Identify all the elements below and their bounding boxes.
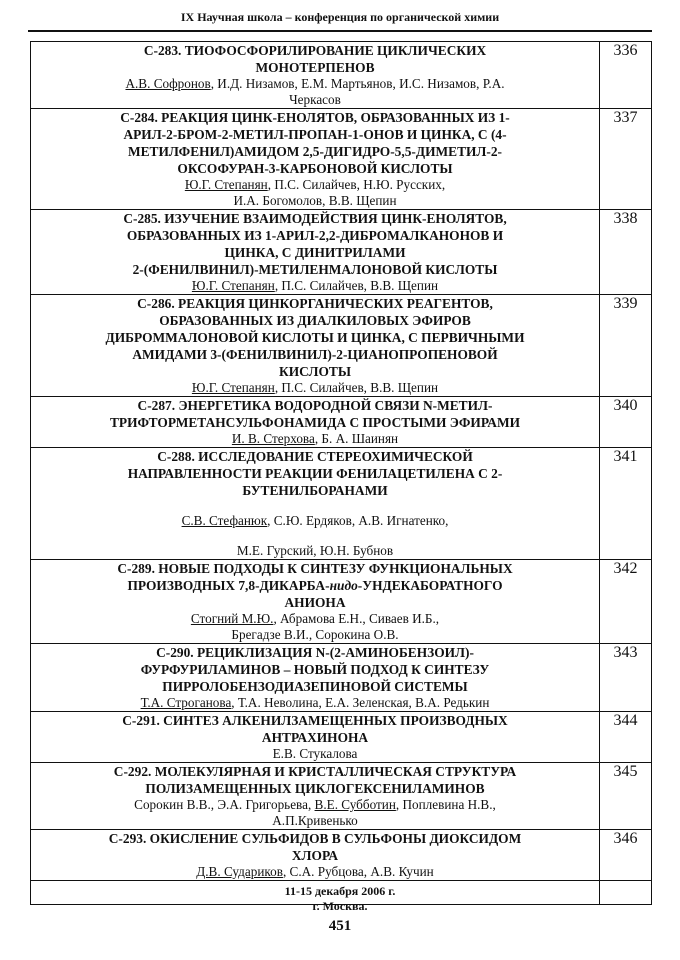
toc-entry-cell (31, 712, 600, 763)
toc-entry-cell (31, 644, 600, 712)
header-rule (28, 30, 652, 32)
entry-title-line: БУТЕНИЛБОРАНАМИ (242, 483, 388, 498)
toc-row (31, 295, 652, 397)
entry-title-line: С-284. РЕАКЦИЯ ЦИНК-ЕНОЛЯТОВ, ОБРАЗОВАННЫХ ИЗ 1- (120, 110, 510, 125)
author-text: , П.С. Силайчев, Н.Ю. Русских, (267, 177, 446, 192)
page-ref: 343 (600, 644, 652, 712)
toc-entry-cell (31, 42, 600, 109)
toc-entry-cell (31, 830, 600, 881)
author-text: А.П.Кривенько (272, 813, 358, 828)
entry-authors-line (31, 611, 599, 627)
entry-title-line: С-286. РЕАКЦИЯ ЦИНКОРГАНИЧЕСКИХ РЕАГЕНТОВ, (137, 296, 493, 311)
presenting-author: Ю.Г. Степанян (184, 177, 268, 192)
entry-title-line: ДИБРОММАЛОНОВОЙ КИСЛОТЫ И ЦИНКА, С ПЕРВИЧНЫМИ (105, 330, 525, 345)
entry-title-line: ЦИНКА, С ДИНИТРИЛАМИ (224, 245, 406, 260)
entry-authors-line (31, 627, 599, 643)
entry-title-line: АРИЛ-2-БРОМ-2-МЕТИЛ-ПРОПАН-1-ОНОВ И ЦИНКА, С (4- (123, 127, 507, 142)
italic-prefix: нидо (329, 578, 358, 593)
presenting-author: Д.В. Судариков (196, 864, 283, 879)
presenting-author: С.В. Стефанюк (181, 513, 268, 528)
presenting-author: А.В. Софронов (125, 76, 211, 91)
presenting-author: Ю.Г. Степанян (191, 278, 275, 293)
author-text: Черкасов (289, 92, 341, 107)
toc-row (31, 109, 652, 210)
toc-entry-cell (31, 560, 600, 644)
entry-authors-line (31, 92, 599, 108)
toc-row (31, 830, 652, 881)
entry-authors-line (31, 380, 599, 396)
conference-dates: 11-15 декабря 2006 г. (284, 884, 396, 898)
entry-title-line: АМИДАМИ 3-(ФЕНИЛВИНИЛ)-2-ЦИАНОПРОПЕНОВОЙ (132, 347, 498, 362)
toc-entry-cell (31, 295, 600, 397)
entry-title-line: ФУРФУРИЛАМИНОВ – НОВЫЙ ПОДХОД К СИНТЕЗУ (140, 662, 490, 677)
author-text: , Абрамова Е.Н., Сиваев И.Б., (273, 611, 440, 626)
entry-title-line: С-291. СИНТЕЗ АЛКЕНИЛЗАМЕЩЕННЫХ ПРОИЗВОДНЫХ (122, 713, 508, 728)
toc-entry-cell (31, 448, 600, 560)
presenting-author: Т.А. Строганова (140, 695, 232, 710)
entry-authors-line (31, 177, 599, 193)
toc-row (31, 448, 652, 560)
entry-authors-line (31, 513, 599, 529)
author-text: И.А. Богомолов, В.В. Щепин (233, 193, 397, 208)
toc-entry-cell (31, 109, 600, 210)
page-ref: 340 (600, 397, 652, 448)
entry-title-line: ПОЛИЗАМЕЩЕННЫХ ЦИКЛОГЕКСЕНИЛАМИНОВ (145, 781, 485, 796)
entry-title-line: ОКСОФУРАН-3-КАРБОНОВОЙ КИСЛОТЫ (177, 161, 453, 176)
page-ref: 336 (600, 42, 652, 109)
spacer (31, 499, 599, 513)
author-text: , Т.А. Неволина, Е.А. Зеленская, В.А. Редькин (231, 695, 490, 710)
entry-authors-line (31, 543, 599, 559)
author-text: , И.Д. Низамов, Е.М. Мартьянов, И.С. Низамов, Р.А. (210, 76, 505, 91)
entry-authors-line (31, 746, 599, 762)
presenting-author: Стогний М.Ю. (190, 611, 274, 626)
toc-entry-cell (31, 763, 600, 830)
entry-title-line: С-289. НОВЫЕ ПОДХОДЫ К СИНТЕЗУ ФУНКЦИОНАЛЬНЫХ (117, 561, 513, 576)
page-ref: 344 (600, 712, 652, 763)
entry-authors-line (31, 278, 599, 294)
presenting-author: Ю.Г. Степанян (191, 380, 275, 395)
entry-title-line: С-293. ОКИСЛЕНИЕ СУЛЬФИДОВ В СУЛЬФОНЫ ДИОКСИДОМ (108, 831, 522, 846)
page-ref: 338 (600, 210, 652, 295)
entry-title-line: С-290. РЕЦИКЛИЗАЦИЯ N-(2-АМИНОБЕНЗОИЛ)- (156, 645, 474, 660)
conference-city: г. Москва. (312, 899, 368, 913)
toc-row (31, 210, 652, 295)
toc-row (31, 644, 652, 712)
page-number: 451 (328, 918, 352, 934)
toc-row (31, 42, 652, 109)
author-text: Е.В. Стукалова (272, 746, 358, 761)
entry-title-line: ПИРРОЛОБЕНЗОДИАЗЕПИНОВОЙ СИСТЕМЫ (162, 679, 468, 694)
page-ref: 346 (600, 830, 652, 881)
entry-title-line: КИСЛОТЫ (279, 364, 351, 379)
entry-title-line: ОБРАЗОВАННЫХ ИЗ ДИАЛКИЛОВЫХ ЭФИРОВ (159, 313, 471, 328)
page-ref: 341 (600, 448, 652, 560)
author-text: , С.А. Рубцова, А.В. Кучин (282, 864, 434, 879)
entry-title-line: ПРОИЗВОДНЫХ 7,8-ДИКАРБА-нидо-УНДЕКАБОРАТНОГО (127, 578, 503, 593)
entry-authors-line (31, 193, 599, 209)
author-text: , П.С. Силайчев, В.В. Щепин (274, 380, 439, 395)
presenting-author: В.Е. Субботин (314, 797, 396, 812)
entry-title-line: С-288. ИССЛЕДОВАНИЕ СТЕРЕОХИМИЧЕСКОЙ (157, 449, 473, 464)
entry-title-line: С-292. МОЛЕКУЛЯРНАЯ И КРИСТАЛЛИЧЕСКАЯ СТРУКТУРА (113, 764, 517, 779)
running-header: IX Научная школа – конференция по органической химии (180, 10, 500, 24)
page-ref: 337 (600, 109, 652, 210)
author-text: , Поплевина Н.В., (395, 797, 496, 812)
author-text: , Б. А. Шаинян (314, 431, 399, 446)
entry-authors-line (31, 76, 599, 92)
page-ref: 342 (600, 560, 652, 644)
author-text: , П.С. Силайчев, В.В. Щепин (274, 278, 439, 293)
author-text: Сорокин В.В., Э.А. Григорьева, (134, 797, 315, 812)
entry-title-line: НАПРАВЛЕННОСТИ РЕАКЦИИ ФЕНИЛАЦЕТИЛЕНА С 2- (127, 466, 503, 481)
entry-title-line: С-287. ЭНЕРГЕТИКА ВОДОРОДНОЙ СВЯЗИ N-МЕТИЛ- (137, 398, 493, 413)
entry-title-line: АНИОНА (284, 595, 346, 610)
entry-authors-line (31, 431, 599, 447)
toc-row (31, 763, 652, 830)
toc-row (31, 712, 652, 763)
toc-entry-cell (31, 397, 600, 448)
toc-row (31, 397, 652, 448)
entry-title-line: ХЛОРА (291, 848, 339, 863)
author-text: , С.Ю. Ердяков, А.В. Игнатенко, (267, 513, 449, 528)
page-ref: 345 (600, 763, 652, 830)
entry-title-line: МЕТИЛФЕНИЛ)АМИДОМ 2,5-ДИГИДРО-5,5-ДИМЕТИЛ-2- (127, 144, 503, 159)
entry-authors-line (31, 797, 599, 813)
page-ref: 339 (600, 295, 652, 397)
entry-title-line: С-283. ТИОФОСФОРИЛИРОВАНИЕ ЦИКЛИЧЕСКИХ (143, 43, 487, 58)
author-text: М.Е. Гурский, Ю.Н. Бубнов (236, 543, 394, 558)
contents-table (30, 41, 652, 905)
entry-title-line: 2-(ФЕНИЛВИНИЛ)-МЕТИЛЕНМАЛОНОВОЙ КИСЛОТЫ (132, 262, 498, 277)
presenting-author: И. В. Стерхова (231, 431, 315, 446)
author-text: Брегадзе В.И., Сорокина О.В. (231, 627, 399, 642)
entry-title-line: С-285. ИЗУЧЕНИЕ ВЗАИМОДЕЙСТВИЯ ЦИНК-ЕНОЛЯТОВ, (123, 211, 507, 226)
entry-authors-line (31, 695, 599, 711)
toc-row (31, 560, 652, 644)
entry-title-line: ОБРАЗОВАННЫХ ИЗ 1-АРИЛ-2,2-ДИБРОМАЛКАНОНОВ И (126, 228, 504, 243)
entry-title-line: ТРИФТОРМЕТАНСУЛЬФОНАМИДА С ПРОСТЫМИ ЭФИРАМИ (109, 415, 521, 430)
entry-authors-line (31, 813, 599, 829)
toc-entry-cell (31, 210, 600, 295)
entry-title-line: АНТРАХИНОНА (261, 730, 369, 745)
entry-authors-line (31, 864, 599, 880)
entry-title-line: МОНОТЕРПЕНОВ (255, 60, 375, 75)
